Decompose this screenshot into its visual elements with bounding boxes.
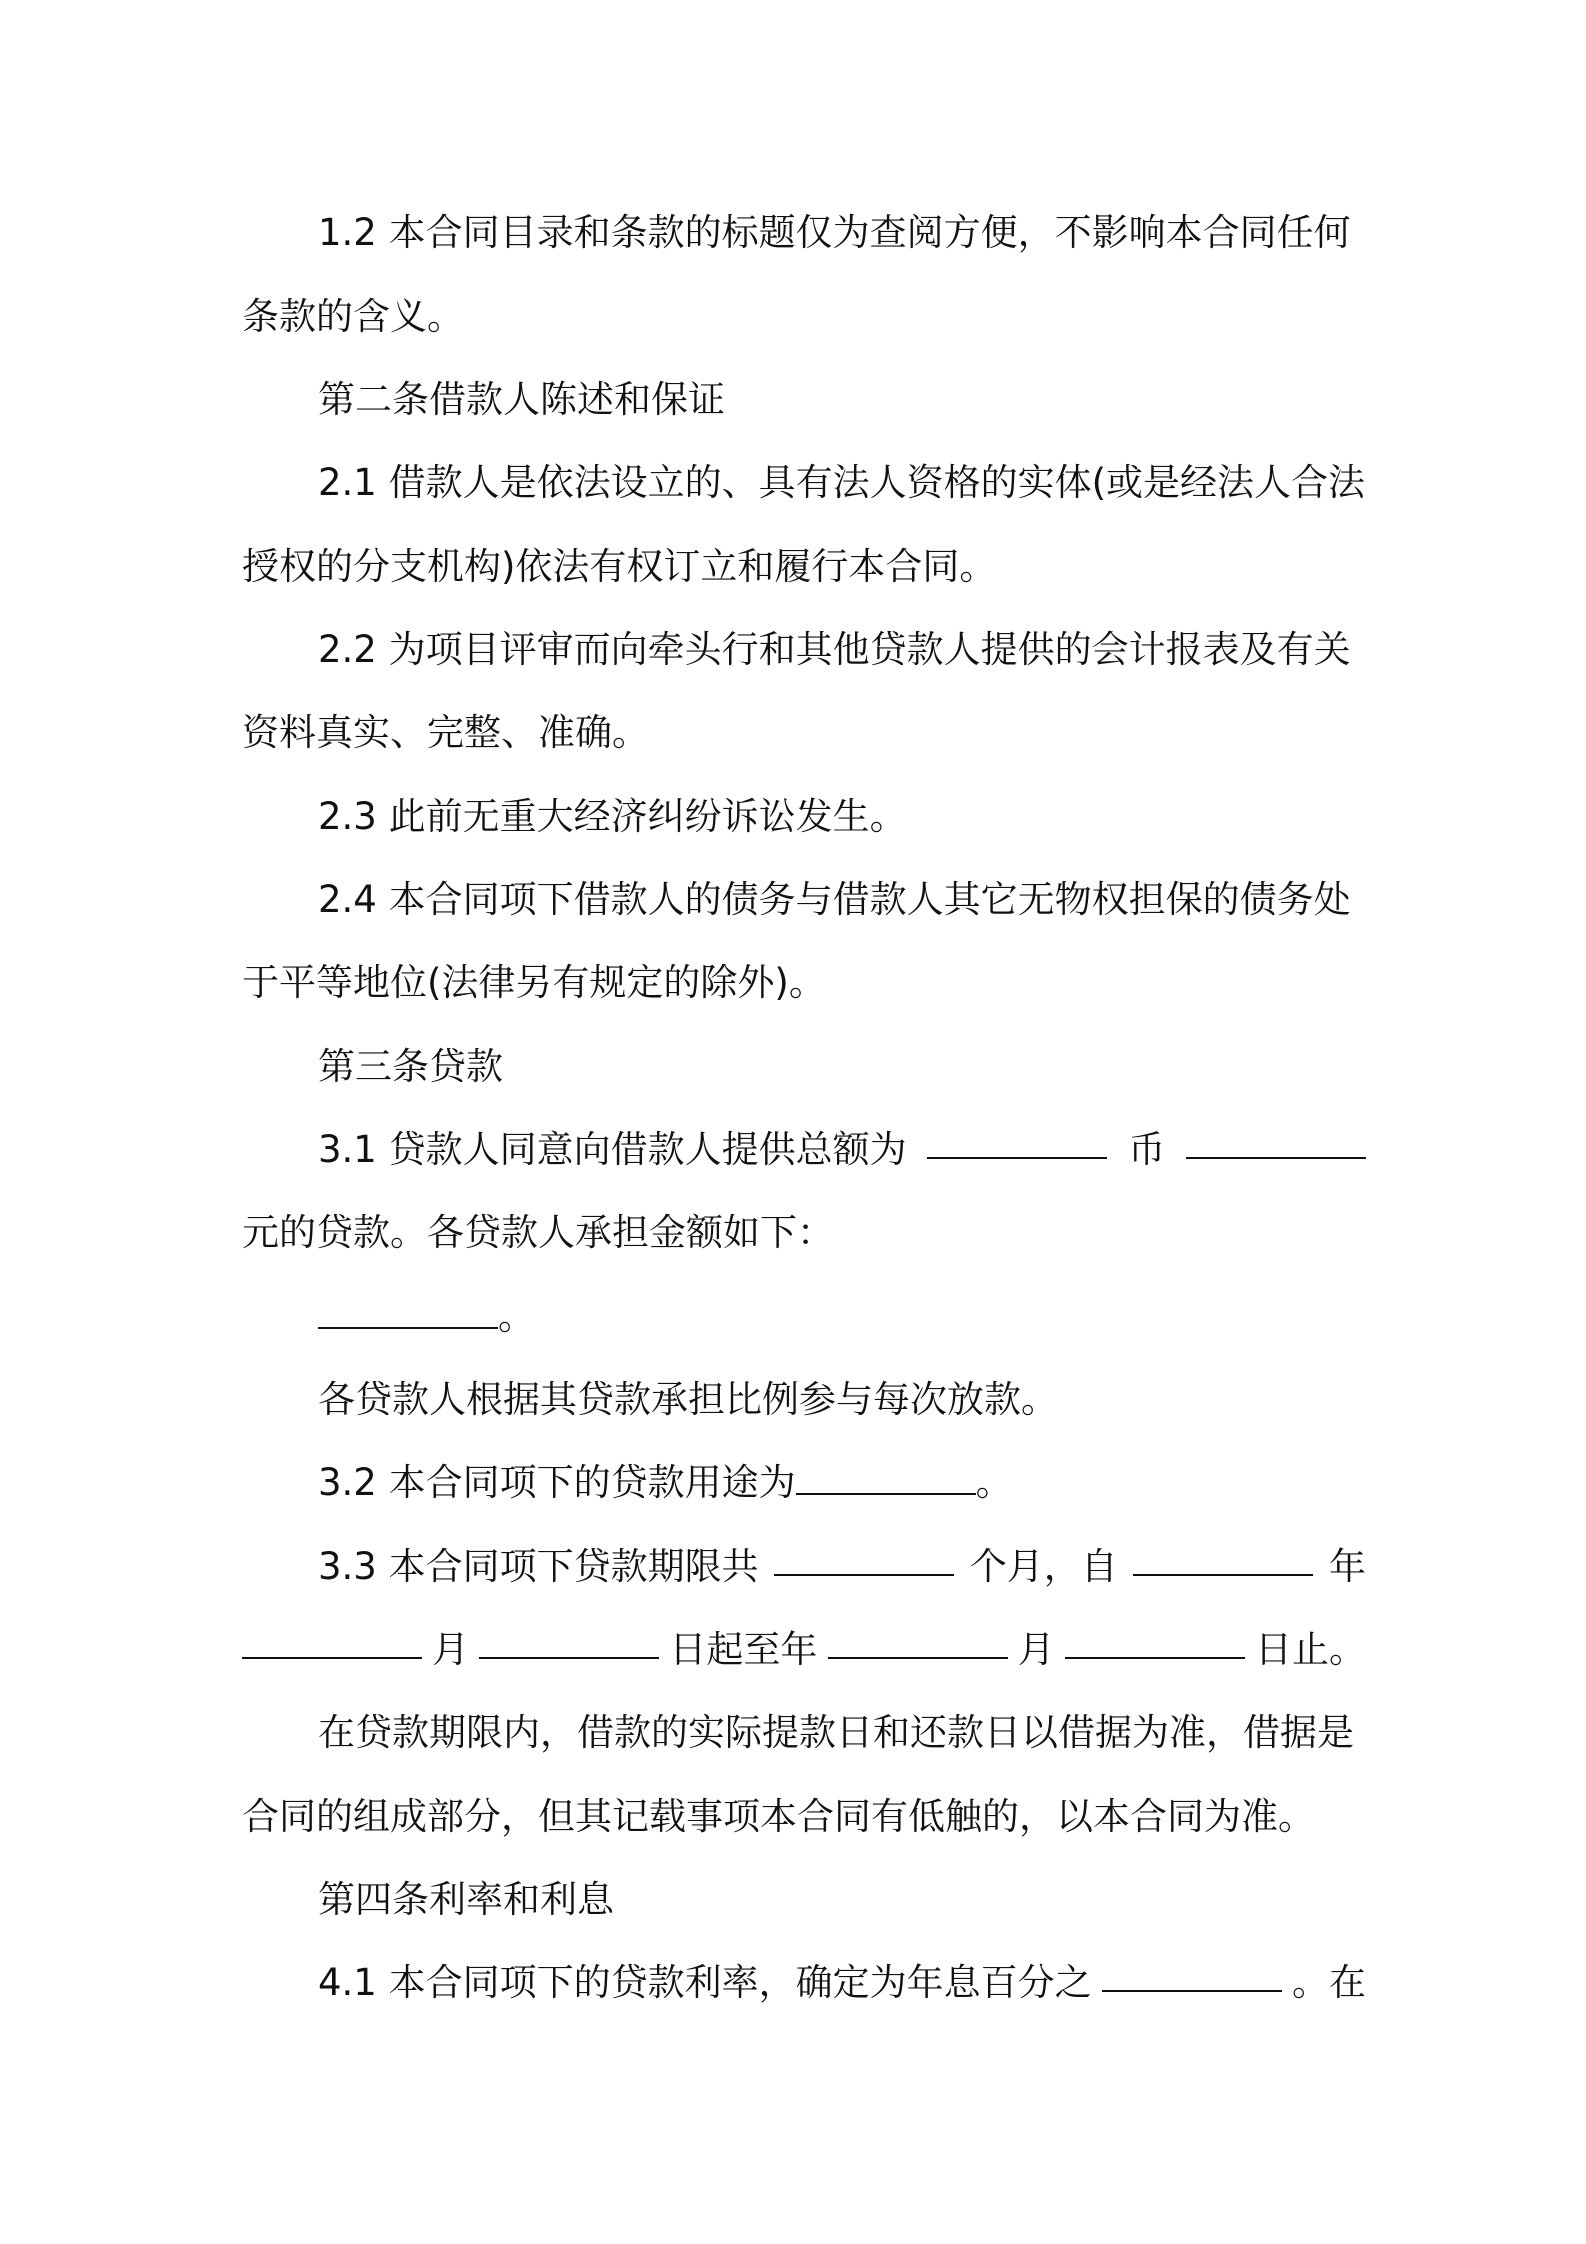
fill-in-blank: [1065, 1625, 1245, 1659]
text-segment: 日起至年: [669, 1628, 818, 1671]
paragraph-3-1-line-2: 元的贷款。各贷款人承担金额如下：: [242, 1211, 834, 1254]
text-segment: 月: [432, 1628, 470, 1671]
paragraph-2-2-line-2: 资料真实、完整、准确。: [242, 711, 649, 754]
text-segment: 3.3 本合同项下贷款期限共: [318, 1545, 759, 1588]
paragraph-3-2: [318, 1458, 1366, 1508]
text-segment: 3.2 本合同项下的贷款用途为: [318, 1461, 796, 1504]
fill-in-blank: [1133, 1542, 1313, 1576]
fill-in-blank: [479, 1625, 659, 1659]
text-segment: 日止。: [1254, 1628, 1366, 1671]
paragraph-4-1-line-1: [318, 1958, 1366, 2008]
heading-article-2: 第二条借款人陈述和保证: [318, 378, 725, 421]
text-segment: 4.1 本合同项下的贷款利率，确定为年息百分之: [318, 1961, 1092, 2004]
paragraph-3-1-line-1: [318, 1125, 1366, 1175]
text-segment: 3.1 贷款人同意向借款人提供总额为: [318, 1128, 907, 1171]
paragraph-3-1-line-3: [318, 1292, 1366, 1342]
paragraph-3-3-note-line-1: 在贷款期限内，借款的实际提款日和还款日以借据为准，借据是: [318, 1711, 1354, 1754]
paragraph-3-3-note-line-2: 合同的组成部分，但其记载事项本合同有低触的，以本合同为准。: [242, 1795, 1315, 1838]
paragraph-3-3-line-1: [318, 1542, 1366, 1592]
paragraph-2-1-line-2: 授权的分支机构)依法有权订立和履行本合同。: [242, 545, 997, 588]
heading-article-4: 第四条利率和利息: [318, 1878, 614, 1921]
fill-in-blank: [828, 1625, 1008, 1659]
fill-in-blank: [242, 1625, 422, 1659]
text-segment: 个月，自: [969, 1545, 1118, 1588]
paragraph-2-2-line-1: 2.2 为项目评审而向牵头行和其他贷款人提供的会计报表及有关: [318, 628, 1351, 671]
text-segment: 。: [498, 1295, 535, 1338]
text-segment: 月: [1017, 1628, 1055, 1671]
fill-in-blank: [927, 1125, 1107, 1159]
text-segment: 。在: [1291, 1961, 1366, 2004]
paragraph-1-2-line-1: 1.2 本合同目录和条款的标题仅为查阅方便，不影响本合同任何: [318, 211, 1351, 254]
paragraph-2-4-line-1: 2.4 本合同项下借款人的债务与借款人其它无物权担保的债务处: [318, 878, 1351, 921]
paragraph-1-2-line-2: 条款的含义。: [242, 295, 464, 338]
text-segment: 。: [975, 1461, 1013, 1504]
fill-in-blank: [1102, 1958, 1282, 1992]
paragraph-3-1-line-4: 各贷款人根据其贷款承担比例参与每次放款。: [318, 1378, 1058, 1421]
fill-in-blank: [796, 1461, 976, 1495]
fill-in-blank: [774, 1542, 954, 1576]
fill-in-blank: [1186, 1125, 1366, 1159]
paragraph-2-3: 2.3 此前无重大经济纠纷诉讼发生。: [318, 795, 907, 838]
text-segment: 币: [1128, 1128, 1166, 1171]
paragraph-2-1-line-1: 2.1 借款人是依法设立的、具有法人资格的实体(或是经法人合法: [318, 461, 1366, 504]
paragraph-3-3-line-2: [242, 1625, 1366, 1675]
paragraph-2-4-line-2: 于平等地位(法律另有规定的除外)。: [242, 961, 826, 1004]
fill-in-blank: [318, 1295, 498, 1329]
text-segment: 年: [1328, 1545, 1366, 1588]
heading-article-3: 第三条贷款: [318, 1045, 503, 1088]
